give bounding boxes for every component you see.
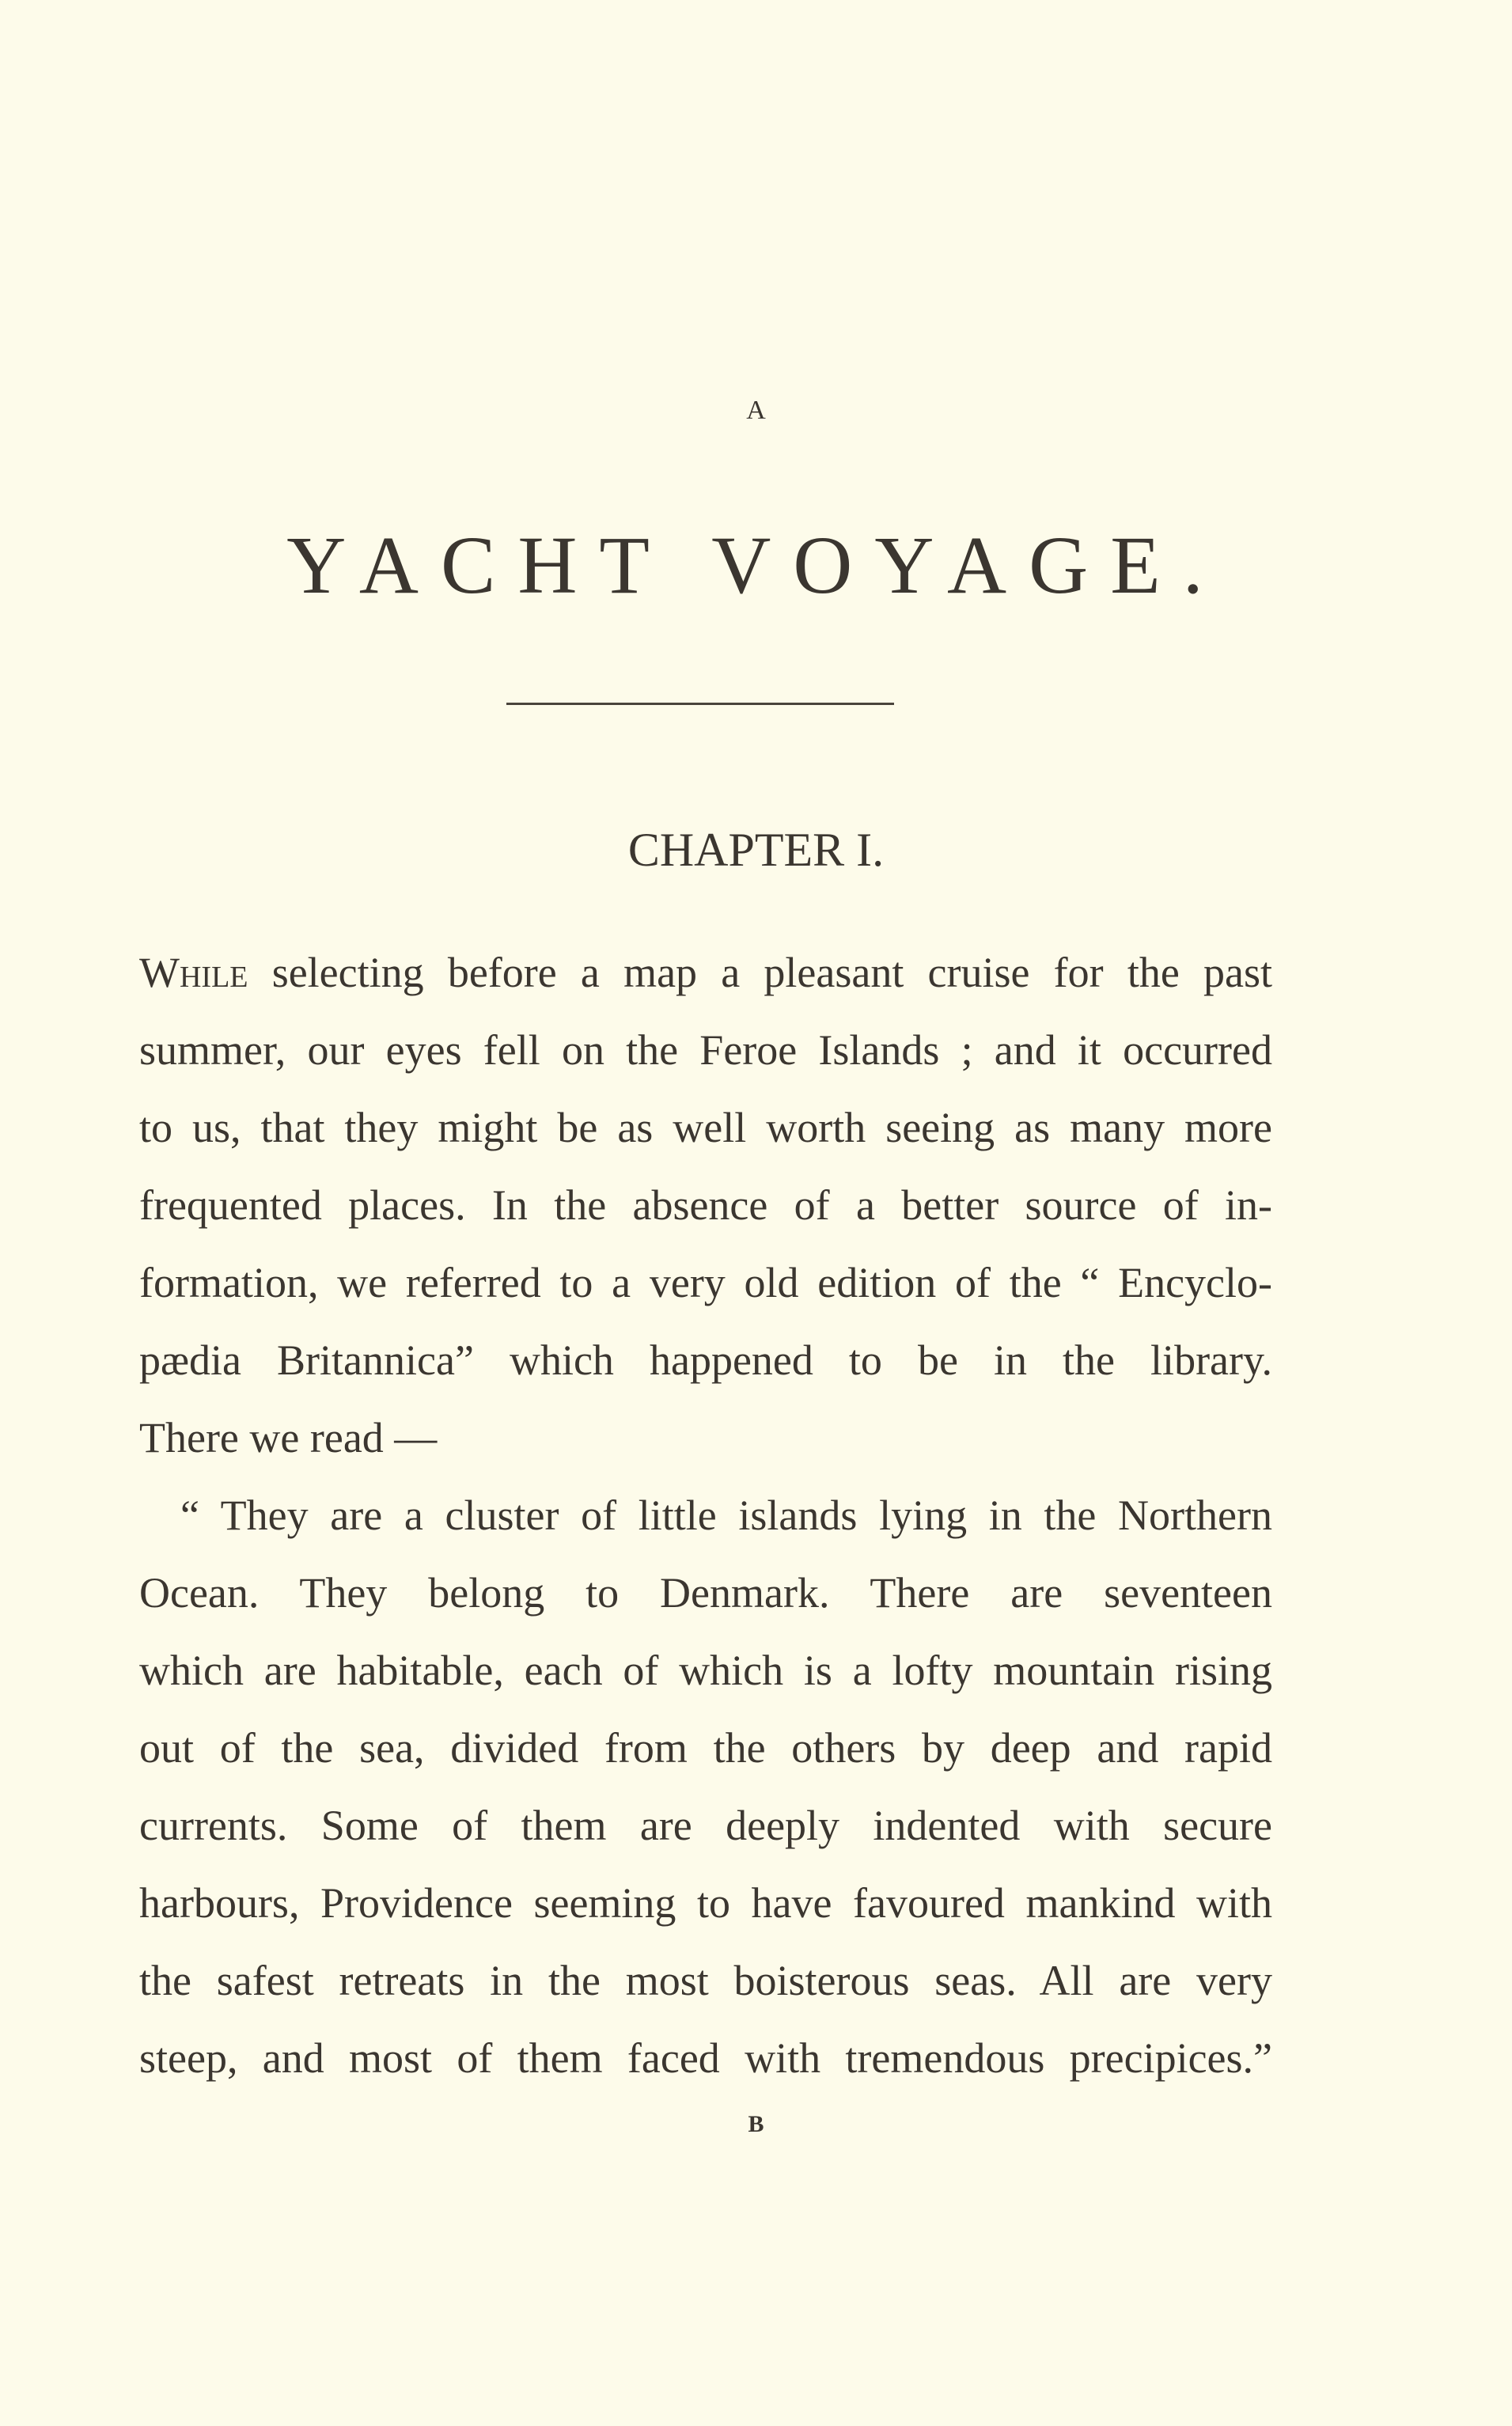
signature-mark: B [748, 2111, 764, 2137]
quote-line: which are habitable, each of which is a lofty mountain rising [139, 1647, 1272, 1694]
text-line: pædia Britannica” which happened to be in the library. [139, 1336, 1272, 1384]
quote-line: “ They are a cluster of little islands lying in the Northern [180, 1492, 1272, 1539]
text-line: There we read — [139, 1414, 438, 1461]
text-line: to us, that they might be as well worth seeing as many more [139, 1104, 1272, 1151]
book-title: YACHT VOYAGE. [286, 520, 1226, 611]
quote-line: harbours, Providence seeming to have favoured mankind with [139, 1879, 1272, 1927]
body-text [139, 934, 1272, 2097]
drop-small-caps-word: While [139, 949, 248, 996]
chapter-heading: CHAPTER I. [627, 824, 885, 876]
quote-line: steep, and most of them faced with tremendous precipices.” [139, 2034, 1272, 2082]
quote-line: the safest retreats in the most boisterous seas. All are very [139, 1957, 1272, 2004]
text-line: frequented places. In the absence of a better source of in- [139, 1181, 1272, 1229]
quote-line: currents. Some of them are deeply indented with secure [139, 1802, 1272, 1849]
title-article: A [746, 396, 766, 425]
text-line-content: selecting before a map a pleasant cruise for the past [248, 949, 1272, 996]
quote-line: out of the sea, divided from the others by deep and rapid [139, 1724, 1272, 1772]
text-line: formation, we referred to a very old edition of the “ Encyclo- [139, 1259, 1272, 1306]
text-line [139, 934, 1272, 1011]
text-line: summer, our eyes fell on the Feroe Islands ; and it occurred [139, 1026, 1272, 1074]
quote-line: Ocean. They belong to Denmark. There are seventeen [139, 1569, 1272, 1617]
title-rule-divider [506, 703, 894, 705]
